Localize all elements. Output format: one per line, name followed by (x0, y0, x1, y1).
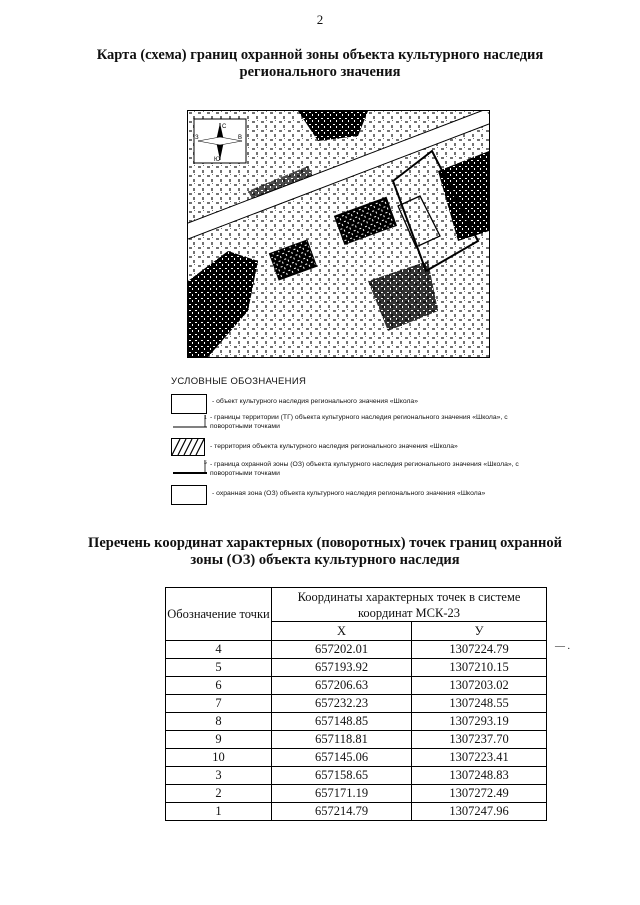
cell-x: 657145.06 (272, 749, 412, 767)
legend-object-symbol (171, 394, 207, 414)
cell-x: 657214.79 (272, 803, 412, 821)
cell-x: 657206.63 (272, 677, 412, 695)
cell-y: 1307248.83 (412, 767, 547, 785)
legend-item-zone (171, 485, 552, 505)
cell-point: 9 (166, 731, 272, 749)
cell-x: 657158.65 (272, 767, 412, 785)
cell-point: 1 (166, 803, 272, 821)
compass-east: В (238, 135, 243, 141)
legend-territory-hatch-symbol (171, 438, 205, 456)
cell-x: 657148.85 (272, 713, 412, 731)
table-row (166, 731, 547, 749)
cell-point: 8 (166, 713, 272, 731)
legend-item-zone-border (171, 458, 550, 478)
cell-y: 1307224.79 (412, 641, 547, 659)
legend-title: УСЛОВНЫЕ ОБОЗНАЧЕНИЯ (171, 376, 307, 387)
cell-point: 3 (166, 767, 272, 785)
table-row (166, 677, 547, 695)
cell-point: 4 (166, 641, 272, 659)
table-row (166, 803, 547, 821)
margin-marks: — . (555, 641, 570, 652)
cell-x: 657118.81 (272, 731, 412, 749)
cell-y: 1307247.96 (412, 803, 547, 821)
legend-point-label: 1 (204, 415, 207, 421)
compass-north: С (222, 124, 227, 130)
table-row (166, 785, 547, 803)
map-scheme (187, 110, 490, 358)
cell-y: 1307248.55 (412, 695, 547, 713)
cell-y: 1307272.49 (412, 785, 547, 803)
cell-point: 7 (166, 695, 272, 713)
map-title: Карта (схема) границ охранной зоны объекта культурного наследия регионального значения (96, 47, 544, 80)
legend-item-text: - объект культурного наследия регионального значения «Школа» (212, 398, 418, 405)
compass-west: З (195, 135, 199, 141)
legend-item-text: - граница охранной зоны (ОЗ) объекта культурного наследия регионального значения «Школа», с поворотными точками (210, 461, 519, 477)
cell-y: 1307210.15 (412, 659, 547, 677)
cell-x: 657171.19 (272, 785, 412, 803)
cell-y: 1307223.41 (412, 749, 547, 767)
cell-point: 10 (166, 749, 272, 767)
cell-point: 5 (166, 659, 272, 677)
table-title: Перечень координат характерных (поворотных) точек границ охранной зоны (ОЗ) объекта культурного наследия (88, 535, 562, 568)
cell-x: 657193.92 (272, 659, 412, 677)
aerial-map-image (188, 111, 489, 357)
legend-item-text: - границы территории (ТГ) объекта культурного наследия регионального значения «Школа», с поворотными точками (210, 414, 508, 430)
legend-territory-border-symbol (171, 413, 205, 431)
cell-point: 2 (166, 785, 272, 803)
page-number: 2 (316, 12, 324, 27)
cell-point: 6 (166, 677, 272, 695)
table-row (166, 695, 547, 713)
header-coords: Координаты характерных точек в системе координат МСК-23 (272, 588, 547, 622)
cell-y: 1307293.19 (412, 713, 547, 731)
table-row (166, 659, 547, 677)
legend-point-label: 5 (204, 460, 207, 466)
cell-y: 1307237.70 (412, 731, 547, 749)
table-row (166, 713, 547, 731)
cell-x: 657232.23 (272, 695, 412, 713)
header-y: У (412, 622, 547, 641)
header-x: Х (272, 622, 412, 641)
legend-item-territory (171, 438, 550, 456)
legend-item-territory-border (171, 413, 550, 431)
table-row (166, 749, 547, 767)
legend-zone-border-symbol (171, 458, 205, 476)
legend-item-text: - территория объекта культурного наследия регионального значения «Школа» (210, 443, 458, 450)
table-row (166, 641, 547, 659)
cell-x: 657202.01 (272, 641, 412, 659)
coordinates-table (165, 587, 547, 821)
table-row (166, 767, 547, 785)
cell-y: 1307203.02 (412, 677, 547, 695)
legend-item-text: - охранная зона (ОЗ) объекта культурного наследия регионального значения «Школа» (212, 490, 486, 497)
legend-zone-symbol (171, 485, 207, 505)
legend-item-object (171, 394, 552, 414)
header-point: Обозначение точки (166, 588, 272, 641)
compass-south: Ю (214, 157, 221, 163)
compass-rose-icon (194, 119, 246, 163)
